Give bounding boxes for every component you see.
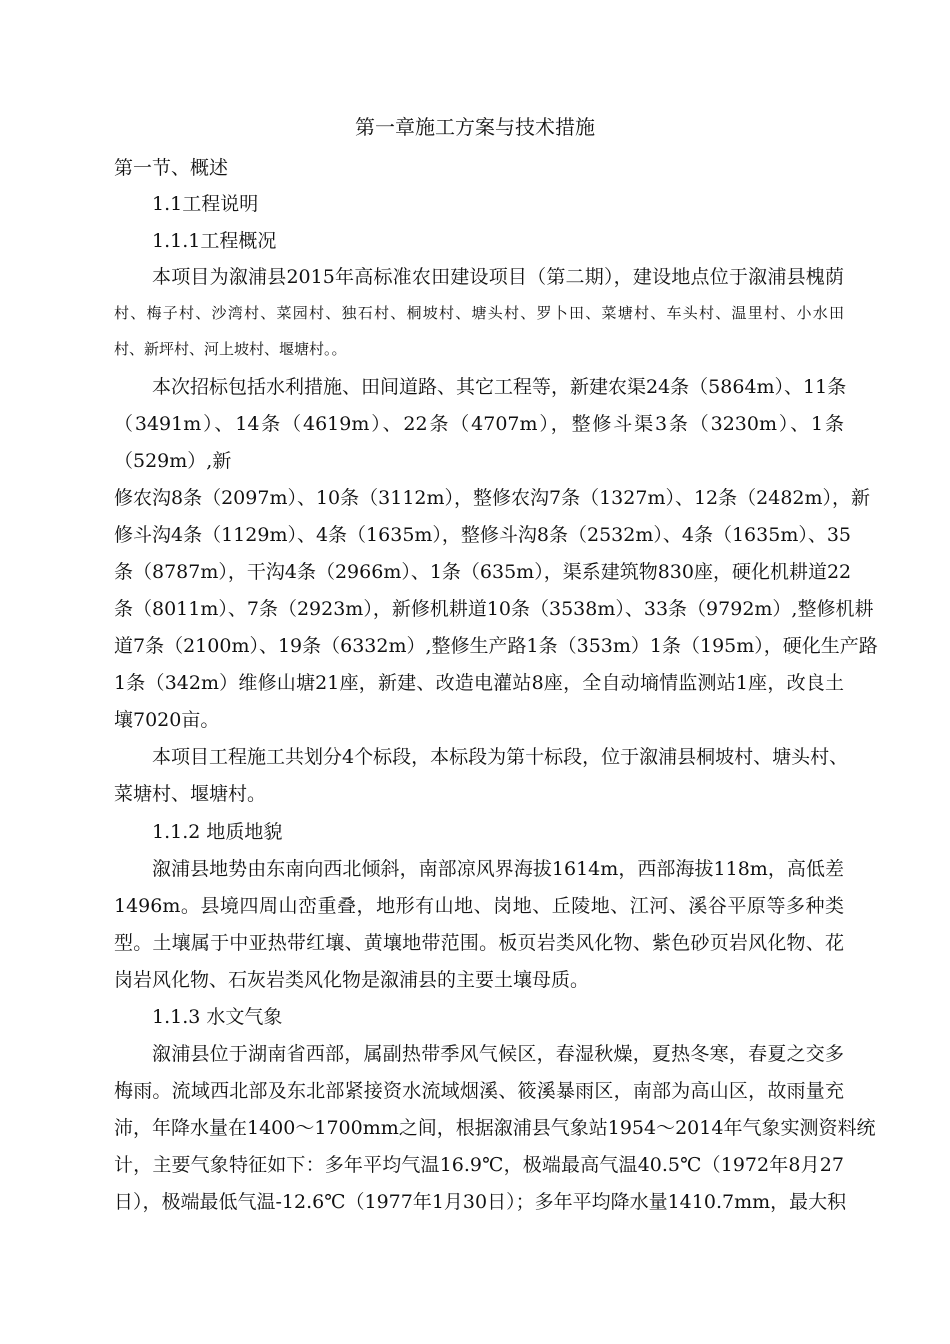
paragraph-line: 本项目为溆浦县2015年高标准农田建设项目（第二期），建设地点位于溆浦县槐荫 xyxy=(152,266,844,288)
paragraph-line: 计，主要气象特征如下：多年平均气温16.9℃，极端最高气温40.5℃（1972年8月27 xyxy=(114,1154,844,1176)
subsubsection-heading: 1.1.2 地质地貌 xyxy=(152,821,283,843)
paragraph-line: 溆浦县地势由东南向西北倾斜，南部凉风界海拔1614m，西部海拔118m，高低差 xyxy=(152,858,844,880)
paragraph-line: 岗岩风化物、石灰岩类风化物是溆浦县的主要土壤母质。 xyxy=(114,969,590,991)
chapter-title: 第一章施工方案与技术措施 xyxy=(355,115,595,139)
paragraph-line: 溆浦县位于湖南省西部，属副热带季风气候区，春湿秋燥，夏热冬寒，春夏之交多 xyxy=(152,1043,844,1065)
paragraph-line: 条（8787m），干沟4条（2966m）、1条（635m），渠系建筑物830座，硬化机耕道22 xyxy=(114,561,852,583)
paragraph-line: 修斗沟4条（1129m）、4条（1635m），整修斗沟8条（2532m）、4条（1635m）、35 xyxy=(114,524,852,546)
paragraph-line: 修农沟8条（2097m）、10条（3112m），整修农沟7条（1327m）、12条（2482m），新 xyxy=(114,487,871,509)
paragraph-line: （3491m）、14条（4619m）、22条（4707m），整修斗渠3条（3230m）、1条 xyxy=(114,413,844,435)
paragraph-line: 村、梅子村、沙湾村、菜园村、独石村、桐坡村、塘头村、罗卜田、菜塘村、车头村、温里村、小水田 xyxy=(114,304,844,322)
subsubsection-heading: 1.1.1工程概况 xyxy=(152,230,277,252)
paragraph-line: 1条（342m）维修山塘21座，新建、改造电灌站8座，全自动墒情监测站1座，改良土 xyxy=(114,672,844,694)
paragraph-line: 型。土壤属于中亚热带红壤、黄壤地带范围。板页岩类风化物、紫色砂页岩风化物、花 xyxy=(114,932,844,954)
paragraph-line: 梅雨。流域西北部及东北部紧接资水流域烟溪、筱溪暴雨区，南部为高山区，故雨量充 xyxy=(114,1080,844,1102)
paragraph-line: 菜塘村、堰塘村。 xyxy=(114,783,267,805)
section-heading: 第一节、概述 xyxy=(114,157,229,179)
subsection-heading: 1.1工程说明 xyxy=(152,193,259,215)
paragraph-line: 本次招标包括水利措施、田间道路、其它工程等，新建农渠24条（5864m）、11条 xyxy=(152,376,847,398)
paragraph-line: 道7条（2100m）、19条（6332m）,整修生产路1条（353m）1条（195m），硬化生产路 xyxy=(114,635,878,657)
subsubsection-heading: 1.1.3 水文气象 xyxy=(152,1006,283,1028)
paragraph-line: 本项目工程施工共划分4个标段，本标段为第十标段，位于溆浦县桐坡村、塘头村、 xyxy=(152,746,849,768)
paragraph-line: 1496m。县境四周山峦重叠，地形有山地、岗地、丘陵地、江河、溪谷平原等多种类 xyxy=(114,895,844,917)
paragraph-line: 沛，年降水量在1400～1700mm之间，根据溆浦县气象站1954～2014年气象实测资料统 xyxy=(114,1117,876,1139)
paragraph-line: （529m）,新 xyxy=(114,450,232,472)
paragraph-line: 村、新坪村、河上坡村、堰塘村。。 xyxy=(114,340,347,358)
paragraph-line: 条（8011m）、7条（2923m），新修机耕道10条（3538m）、33条（9792m）,整修机耕 xyxy=(114,598,874,620)
paragraph-line: 日），极端最低气温-12.6℃（1977年1月30日）；多年平均降水量1410.7mm，最大积 xyxy=(114,1191,847,1213)
paragraph-line: 壤7020亩。 xyxy=(114,709,220,731)
